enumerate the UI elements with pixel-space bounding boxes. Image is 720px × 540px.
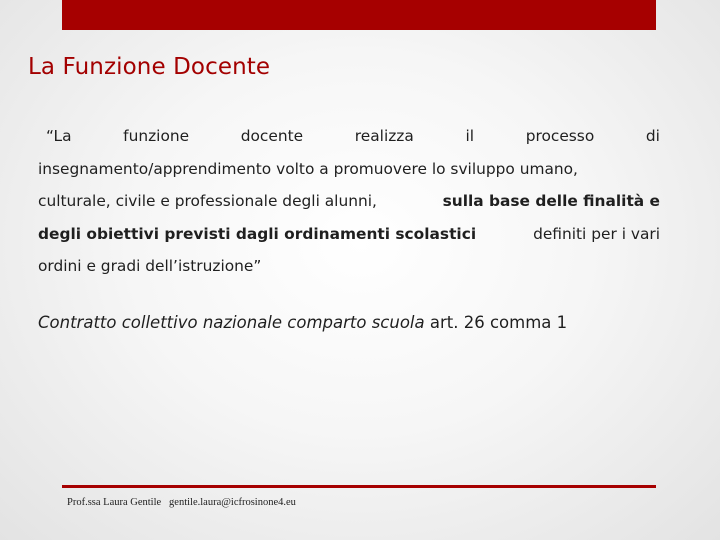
source-citation — [38, 313, 567, 332]
quote-paragraph — [38, 120, 660, 283]
quote-text: ordini e gradi dell’istruzione” — [38, 257, 262, 275]
footer-divider — [62, 485, 656, 488]
footer-credit: Prof.ssa Laura Gentile gentile.laura@icfrosinone4.eu — [67, 497, 296, 508]
quote-emphasis: degli obiettivi previsti dagli ordinamenti scolastici — [38, 224, 477, 243]
quote-line-2 — [38, 153, 660, 186]
quote-word: “La — [46, 127, 72, 145]
slide-title: La Funzione Docente — [28, 54, 271, 80]
quote-word: di — [645, 127, 660, 145]
quote-first-line — [38, 120, 660, 153]
quote-line-4 — [38, 218, 660, 251]
quote-text: culturale, civile e professionale degli alunni, — [38, 192, 382, 210]
quote-word: realizza — [354, 127, 414, 145]
quote-emphasis: sulla base delle finalità e — [442, 192, 660, 210]
quote-line-3 — [38, 185, 660, 218]
quote-text: definiti per i vari — [528, 224, 660, 243]
quote-text: insegnamento/apprendimento volto a promuovere lo sviluppo umano, — [38, 159, 578, 178]
quote-word: funzione — [123, 127, 190, 145]
source-title: Contratto collettivo nazionale comparto scuola — [38, 313, 425, 332]
quote-word: processo — [525, 127, 595, 145]
top-accent-bar — [62, 0, 656, 30]
quote-word: docente — [240, 127, 304, 145]
source-article: art. 26 comma 1 — [424, 313, 568, 332]
quote-word: il — [465, 127, 475, 145]
quote-line-5 — [38, 250, 660, 283]
